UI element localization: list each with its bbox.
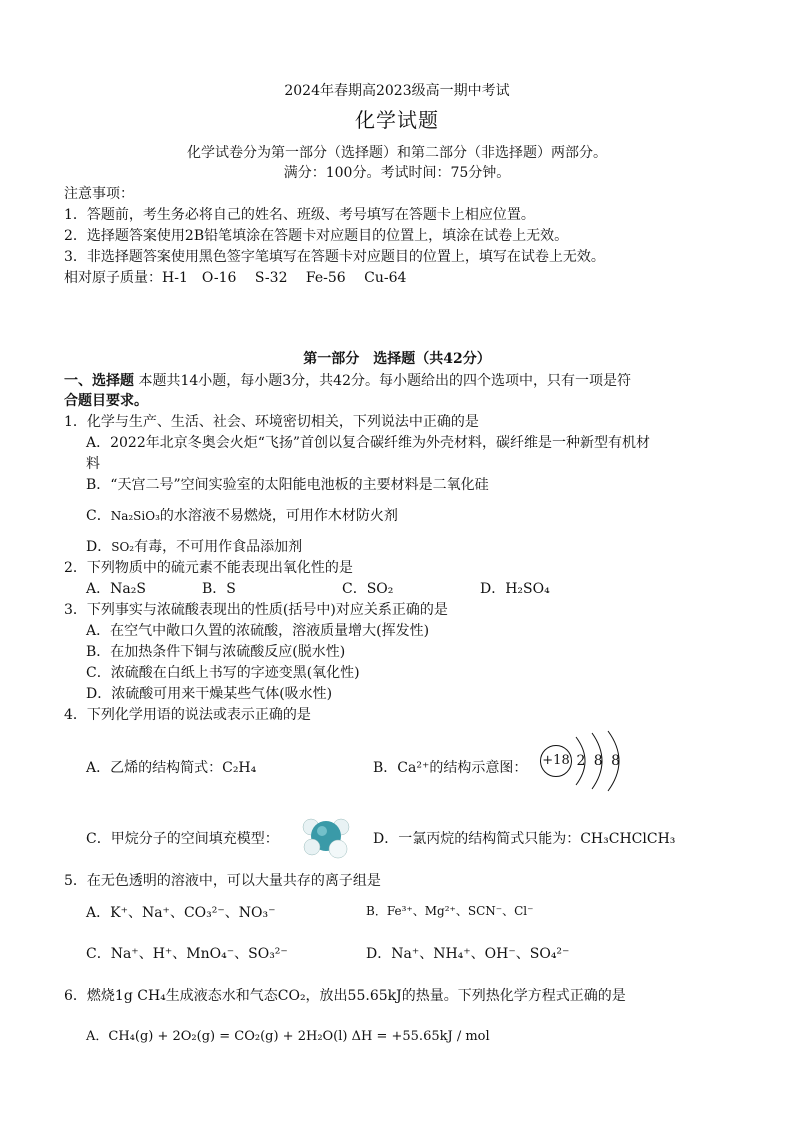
q1-option-a: A．2022年北京冬奥会火炬“飞扬”首创以复合碳纤维为外壳材料，碳纤维是一种新型有机材 (86, 435, 651, 451)
q2-option-b: B．S (202, 581, 236, 597)
notes-heading: 注意事项： (64, 186, 134, 202)
note-item-2: 2．选择题答案使用2B铅笔填涂在答题卡对应题目的位置上，填涂在试卷上无效。 (64, 228, 569, 244)
q5-option-a: A．K⁺、Na⁺、CO₃²⁻、NO₃⁻ (86, 905, 276, 921)
q3-stem: 3．下列事实与浓硫酸表现出的性质(括号中)对应关系正确的是 (64, 602, 448, 618)
q2-option-d: D．H₂SO₄ (480, 581, 550, 597)
q2-stem: 2．下列物质中的硫元素不能表现出氧化性的是 (64, 560, 353, 576)
shell-arcs-icon (568, 729, 628, 793)
q1-d-formula: SO₂ (111, 540, 135, 554)
score-time: 满分：100分。考试时间：75分钟。 (283, 165, 511, 181)
q4-option-c: C．甲烷分子的空间填充模型： (86, 831, 279, 847)
q1-d-text: 有毒，不可用作食品添加剂 (134, 539, 303, 555)
atomic-masses: 相对原子质量：H-1 O-16 S-32 Fe-56 Cu-64 (64, 270, 407, 286)
q1-c-label: C． (86, 508, 111, 524)
q3-option-b: B．在加热条件下铜与浓硫酸反应(脱水性) (86, 644, 346, 660)
q4-option-a: A．乙烯的结构简式：C₂H₄ (86, 760, 257, 776)
part1-heading: 第一部分 选择题（共42分） (303, 351, 491, 367)
q2-option-a: A．Na₂S (86, 581, 146, 597)
q4-stem: 4．下列化学用语的说法或表示正确的是 (64, 707, 311, 723)
q1-option-c (86, 505, 398, 525)
note-item-1: 1．答题前，考生务必将自己的姓名、班级、考号填写在答题卡上相应位置。 (64, 207, 535, 223)
q3-option-c: C．浓硫酸在白纸上书写的字迹变黑(氧化性) (86, 665, 360, 681)
nucleus-circle: +18 (540, 745, 572, 777)
q2-option-c: C．SO₂ (342, 581, 394, 597)
q3-option-d: D．浓硫酸可用来干燥某些气体(吸水性) (86, 686, 333, 702)
exam-line: 2024年春期高2023级高一期中考试 (284, 83, 510, 99)
q1-option-b: B．“天宫二号”空间实验室的太阳能电池板的主要材料是二氧化硅 (86, 477, 489, 493)
q6-option-a: A．CH₄(g) + 2O₂(g) = CO₂(g) + 2H₂O(l) ΔH = +55.65kJ / mol (86, 1029, 490, 1044)
q1-d-label: D． (86, 539, 112, 555)
exam-intro: 化学试卷分为第一部分（选择题）和第二部分（非选择题）两部分。 (187, 145, 607, 161)
q5-option-b: B．Fe³⁺、Mg²⁺、SCN⁻、Cl⁻ (366, 904, 534, 918)
note-item-3: 3．非选择题答案使用黑色签字笔填写在答题卡对应题目的位置上，填写在试卷上无效。 (64, 249, 605, 265)
q1-c-formula: Na₂SiO₃ (110, 509, 160, 523)
q1-option-d (86, 536, 302, 556)
ca-ion-structure-diagram (540, 745, 622, 777)
part1-instr-text: 本题共14小题，每小题3分，共42分。每小题给出的四个选项中，只有一项是符 (134, 373, 631, 389)
q1-c-text: 的水溶液不易燃烧，可用作木材防火剂 (159, 508, 398, 524)
page-title: 化学试题 (355, 108, 439, 132)
part1-label: 一、选择题 (64, 373, 134, 389)
part1-instructions (64, 370, 631, 390)
part1-instr-line2: 合题目要求。 (64, 393, 148, 409)
methane-space-filling-model-icon (302, 812, 350, 860)
q4-option-b: B．Ca²⁺的结构示意图： (373, 760, 528, 776)
q1-option-a-cont: 料 (86, 456, 100, 472)
q3-option-a: A．在空气中敞口久置的浓硫酸，溶液质量增大(挥发性) (86, 623, 430, 639)
q4-option-d: D．一氯丙烷的结构简式只能为：CH₃CHClCH₃ (373, 831, 676, 847)
q5-option-d: D．Na⁺、NH₄⁺、OH⁻、SO₄²⁻ (366, 946, 570, 962)
q5-stem: 5．在无色透明的溶液中，可以大量共存的离子组是 (64, 873, 381, 889)
q1-stem: 1．化学与生产、生活、社会、环境密切相关，下列说法中正确的是 (64, 414, 479, 430)
electron-shells: 2 8 8 (576, 753, 623, 769)
q5-option-c: C．Na⁺、H⁺、MnO₄⁻、SO₃²⁻ (86, 946, 288, 962)
q6-stem: 6．燃烧1g CH₄生成液态水和气态CO₂，放出55.65kJ的热量。下列热化学方程式正确的是 (64, 988, 626, 1004)
